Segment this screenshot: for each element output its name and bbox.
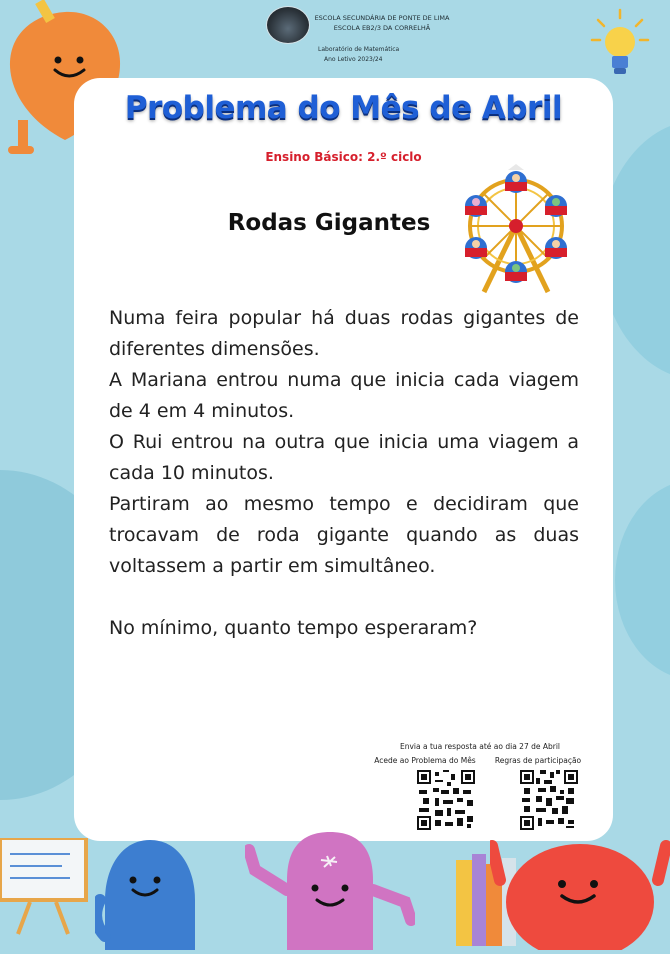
problem-statement <box>109 303 579 582</box>
ferris-wheel-icon <box>456 164 576 298</box>
qr-code-rules[interactable] <box>520 770 578 830</box>
qr-left-label: Acede ao Problema do Mês <box>374 756 476 765</box>
school-logo <box>266 6 310 44</box>
red-mascot <box>490 840 670 950</box>
background-blob-right-low <box>615 480 670 680</box>
paragraph-2: A Mariana entrou numa que inicia cada viagem de 4 em 4 minutos. <box>109 369 579 422</box>
lab-line-2: Ano Letivo 2023/24 <box>324 56 383 63</box>
problem-card <box>74 78 613 841</box>
lightbulb-icon <box>590 8 650 80</box>
school-name <box>312 13 452 33</box>
school-line-2: ESCOLA EB2/3 DA CORRELHÃ <box>333 24 431 32</box>
paragraph-3: O Rui entrou na outra que inicia uma viagem a cada 10 minutos. <box>109 431 579 484</box>
qr-code-problem[interactable] <box>417 770 475 830</box>
problem-name: Rodas Gigantes <box>227 210 431 236</box>
blue-mascot <box>95 840 205 950</box>
paragraph-4: Partiram ao mesmo tempo e decidiram que trocavam de roda gigante quando as duas voltassem a partir em simultâneo. <box>109 493 579 577</box>
qr-right-label: Regras de participação <box>494 756 582 765</box>
problem-question: No mínimo, quanto tempo esperaram? <box>109 617 478 639</box>
school-line-1: ESCOLA SECUNDÁRIA DE PONTE DE LIMA <box>314 14 450 22</box>
deadline-text: Envia a tua resposta até ao dia 27 de Abril <box>399 742 561 751</box>
pink-mascot <box>245 830 415 950</box>
whiteboard-icon <box>0 838 90 938</box>
lab-info <box>318 45 399 65</box>
lab-line-1: Laboratório de Matemática <box>318 46 400 53</box>
level-subtitle: Ensino Básico: 2.º ciclo <box>265 150 422 164</box>
paragraph-1: Numa feira popular há duas rodas gigantes de diferentes dimensões. <box>109 307 579 360</box>
school-header <box>266 4 526 68</box>
page-title: Problema do Mês de Abril <box>124 90 563 126</box>
